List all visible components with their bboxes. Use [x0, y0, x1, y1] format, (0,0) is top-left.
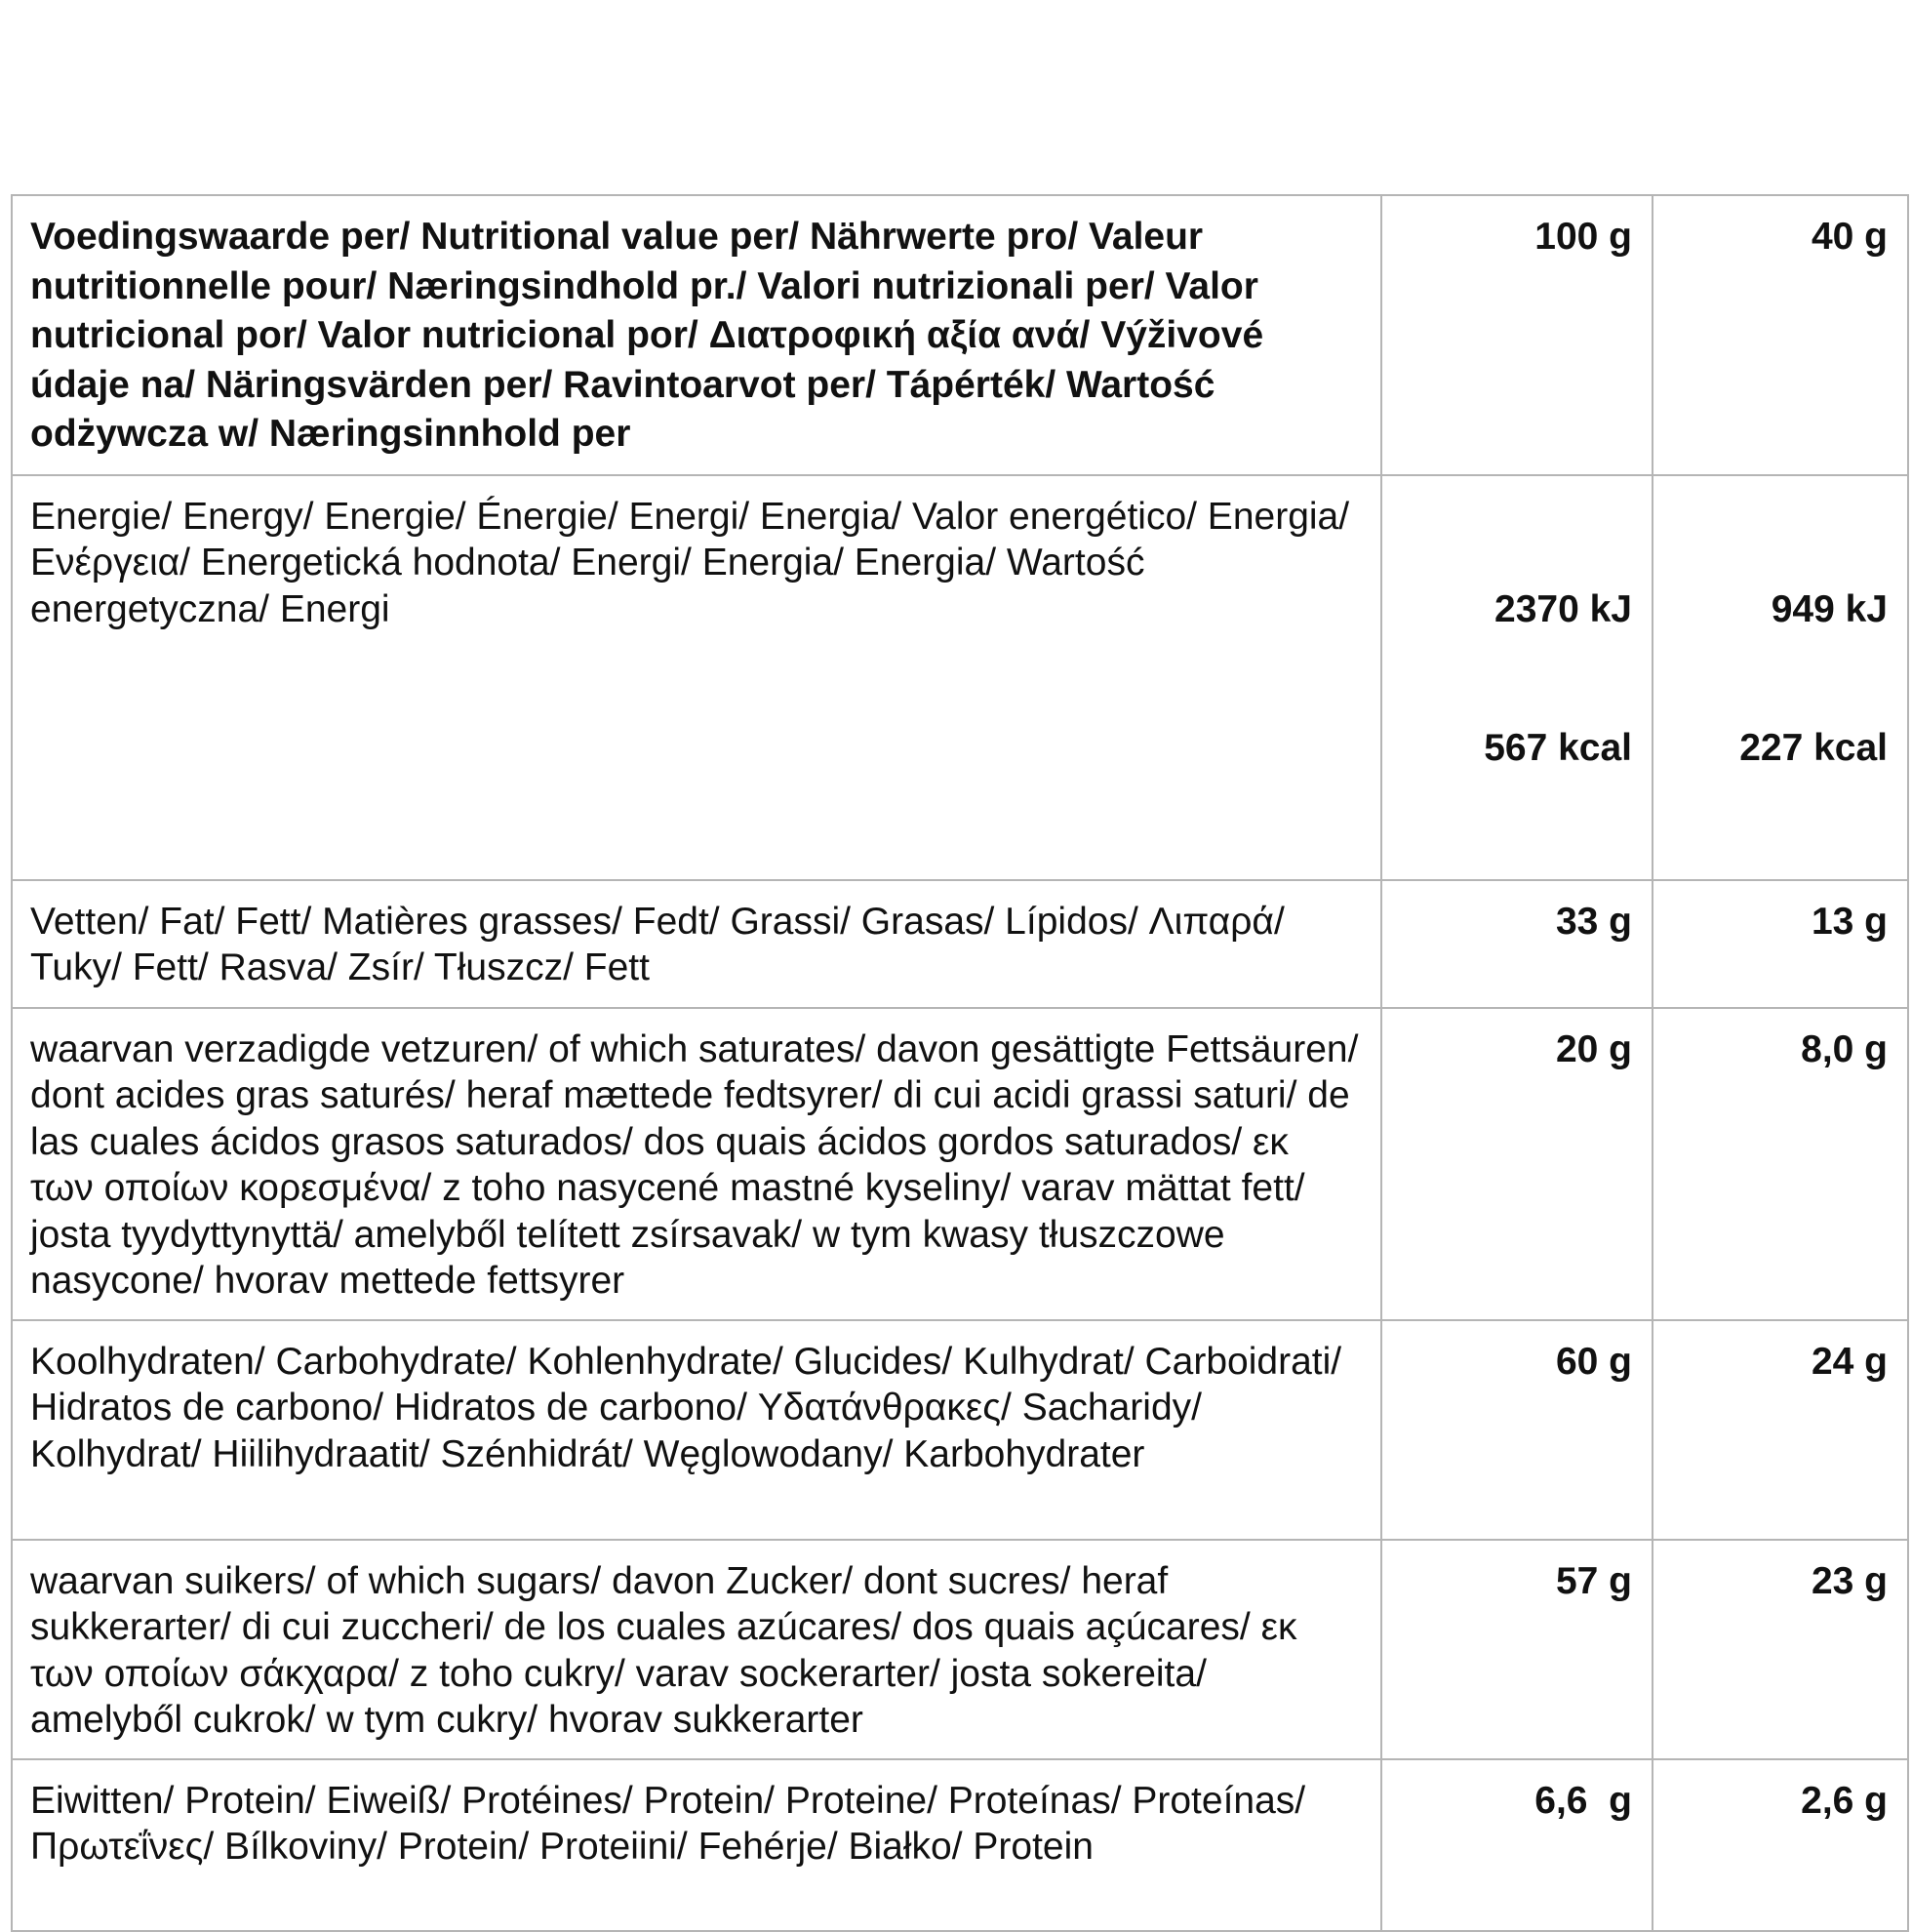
energy-100g-kj: 2370 kJ [1494, 587, 1632, 630]
table-row-saturates [12, 1008, 1908, 1320]
protein-label: Eiwitten/ Protein/ Eiweiß/ Protéines/ Protein/ Proteine/ Proteínas/ Proteínas/ Πρωτεΐνες/ Bílkoviny/ Protein/ Proteiini/ Fehérje/ Białko/ Protein [12, 1759, 1381, 1931]
carbohydrate-label: Koolhydraten/ Carbohydrate/ Kohlenhydrate/ Glucides/ Kulhydrat/ Carboidrati/ Hidratos de carbono/ Hidratos de carbono/ Υδατάνθρακες/ Sacharidy/ Kolhydrat/ Hiilihydraatit/ Szénhidrát/ Węglowodany/ Karbohydrater [12, 1320, 1381, 1540]
saturates-label: waarvan verzadigde vetzuren/ of which saturates/ davon gesättigte Fettsäuren/ dont acides gras saturés/ heraf mættede fedtsyrer/ di cui acidi grassi saturi/ de las cuales ácidos grasos saturados/ dos quais ácidos gordos saturados/ εκ των οποίων κορεσμένα/ z toho nasycené mastné kyseliny/ varav mättat fett/ josta tyydyttynyttä/ amelyből telített zsírsavak/ w tym kwasy tłuszczowe nasycone/ hvorav mettede fettsyrer [12, 1008, 1381, 1320]
fat-100g: 33 g [1381, 880, 1653, 1008]
carbohydrate-40g: 24 g [1653, 1320, 1908, 1540]
energy-40g [1653, 475, 1908, 880]
fat-40g: 13 g [1653, 880, 1908, 1008]
protein-40g: 2,6 g [1653, 1759, 1908, 1931]
header-100g: 100 g [1381, 195, 1653, 475]
table-row-energy [12, 475, 1908, 880]
saturates-100g: 20 g [1381, 1008, 1653, 1320]
table-row-fat [12, 880, 1908, 1008]
protein-100g: 6,6 g [1381, 1759, 1653, 1931]
saturates-40g: 8,0 g [1653, 1008, 1908, 1320]
table-header-row [12, 195, 1908, 475]
carbohydrate-100g: 60 g [1381, 1320, 1653, 1540]
energy-100g-kcal: 567 kcal [1484, 727, 1632, 769]
header-40g: 40 g [1653, 195, 1908, 475]
nutrition-table [11, 194, 1909, 1932]
sugars-40g: 23 g [1653, 1540, 1908, 1759]
table-row-protein [12, 1759, 1908, 1931]
table-row-carbohydrate [12, 1320, 1908, 1540]
sugars-label: waarvan suikers/ of which sugars/ davon Zucker/ dont sucres/ heraf sukkerarter/ di cui zuccheri/ de los cuales azúcares/ dos quais açúcares/ εκ των οποίων σάκχαρα/ z toho cukry/ varav sockerarter/ josta sokereita/ amelyből cukrok/ w tym cukry/ hvorav sukkerarter [12, 1540, 1381, 1759]
sugars-100g: 57 g [1381, 1540, 1653, 1759]
table-row-sugars [12, 1540, 1908, 1759]
energy-100g [1381, 475, 1653, 880]
energy-label: Energie/ Energy/ Energie/ Énergie/ Energi/ Energia/ Valor energético/ Energia/ Ενέργεια/ Energetická hodnota/ Energi/ Energia/ Energia/ Wartość energetyczna/ Energi [12, 475, 1381, 880]
header-label: Voedingswaarde per/ Nutritional value per/ Nährwerte pro/ Valeur nutritionnelle pour/ Næringsindhold pr./ Valori nutrizionali per/ Valor nutricional por/ Valor nutricional por/ Διατροφική αξία ανά/ Výživové údaje na/ Näringsvärden per/ Ravintoarvot per/ Tápérték/ Wartość odżywcza w/ Næringsinnhold per [12, 195, 1381, 475]
fat-label: Vetten/ Fat/ Fett/ Matières grasses/ Fedt/ Grassi/ Grasas/ Lípidos/ Λιπαρά/ Tuky/ Fett/ Rasva/ Zsír/ Tłuszcz/ Fett [12, 880, 1381, 1008]
energy-40g-kcal: 227 kcal [1739, 727, 1888, 769]
energy-40g-kj: 949 kJ [1771, 587, 1888, 630]
